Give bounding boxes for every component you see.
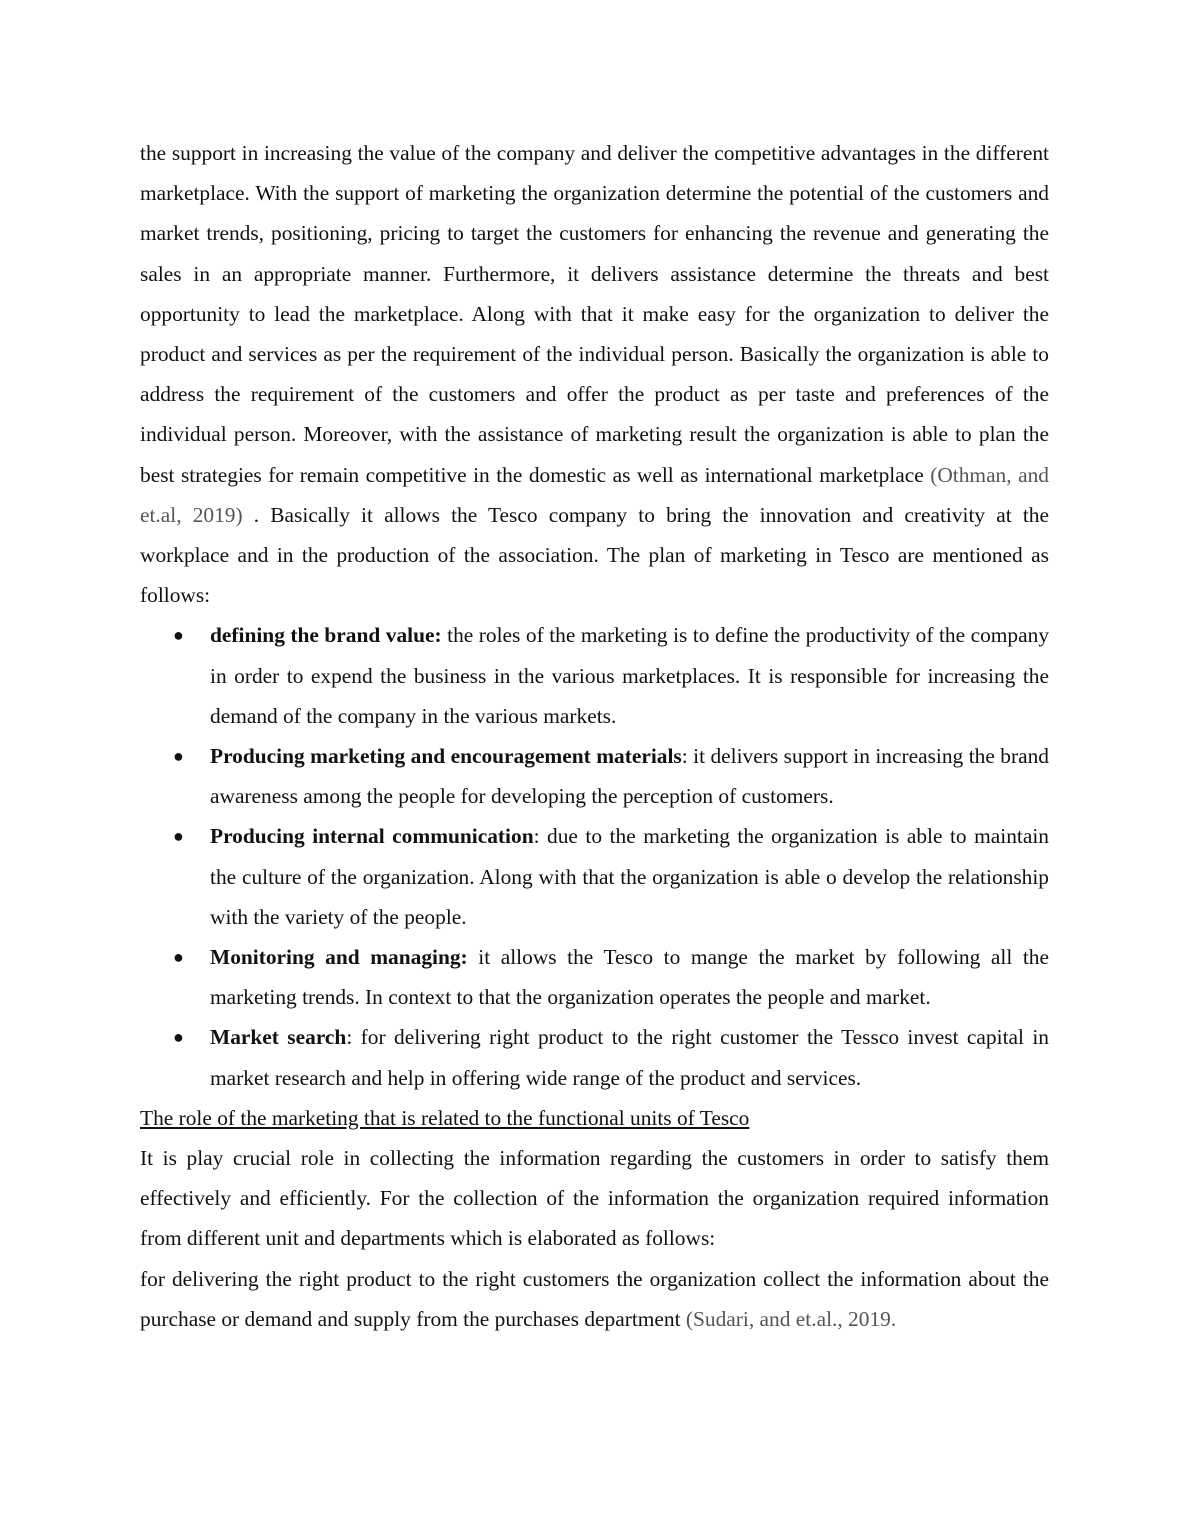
list-item: [173, 1017, 1049, 1097]
intro-text: the support in increasing the value of the company and deliver the competitive advantages in the different marketplace. With the support of marketing the organization determine the potential of the customers and market trends, positioning, pricing to target the customers for enhancing the revenue and generating the sales in an appropriate manner. Furthermore, it delivers assistance determine the threats and best opportunity to lead the marketplace. Along with that it make easy for the organization to deliver the product and services as per the requirement of the individual person. Basically the organization is able to address the requirement of the customers and offer the product as per taste and preferences of the individual person. Moreover, with the assistance of marketing result the organization is able to plan the best strategies for remain competitive in the domestic as well as international marketplace: [140, 141, 1049, 487]
bullet-icon: ●: [173, 947, 184, 968]
document-page: [140, 133, 1049, 1339]
bullet-icon: ●: [173, 1027, 184, 1048]
list-item-text: : due to the marketing the organization is able to maintain the culture of the organization. Along with that the organization is able o develop the relationship with the variety of the people.: [210, 824, 1049, 929]
bullet-icon: ●: [173, 625, 184, 646]
marketing-plan-list: [140, 615, 1049, 1097]
list-item: [173, 736, 1049, 816]
section-paragraph: It is play crucial role in collecting the information regarding the customers in order to satisfy them effectively and efficiently. For the collection of the information the organization required information from different unit and departments which is elaborated as follows:: [140, 1146, 1049, 1251]
bullet-icon: ●: [173, 746, 184, 767]
citation-sudari: (Sudari, and et.al., 2019.: [685, 1306, 897, 1331]
list-item-text: : it delivers support in increasing the brand awareness among the people for developing the perception of customers.: [210, 744, 1049, 809]
intro-text-continued: . Basically it allows the Tesco company to bring the innovation and creativity at the workplace and in the production of the association. The plan of marketing in Tesco are mentioned as follows:: [140, 502, 1049, 608]
list-item-term: Producing internal communication: [210, 824, 534, 849]
list-item: [173, 816, 1049, 937]
list-item-term: Monitoring and managing:: [210, 945, 468, 970]
bullet-icon: ●: [173, 826, 184, 847]
closing-paragraph: [140, 1259, 1049, 1339]
list-item-term: Producing marketing and encouragement materials: [210, 744, 682, 769]
list-item: [173, 937, 1049, 1017]
list-item-text: the roles of the marketing is to define the productivity of the company in order to expend the business in the various marketplaces. It is responsible for increasing the demand of the company in the various markets.: [210, 623, 1050, 728]
list-item-text: : for delivering right product to the right customer the Tessco invest capital in market research and help in offering wide range of the product and services.: [210, 1025, 1049, 1090]
citation-othman: (Othman, and et.al, 2019): [140, 462, 1049, 527]
list-item-term: defining the brand value:: [210, 623, 442, 648]
intro-paragraph: [140, 133, 1049, 615]
closing-text: for delivering the right product to the right customers the organization collect the information about the purchase or demand and supply from the purchases department: [140, 1266, 1049, 1331]
list-item-text: it allows the Tesco to mange the market by following all the marketing trends. In context to that the organization operates the people and market.: [210, 945, 1049, 1010]
section-heading: The role of the marketing that is related to the functional units of Tesco: [140, 1105, 750, 1130]
list-item-term: Market search: [210, 1025, 347, 1050]
list-item: [173, 615, 1050, 736]
